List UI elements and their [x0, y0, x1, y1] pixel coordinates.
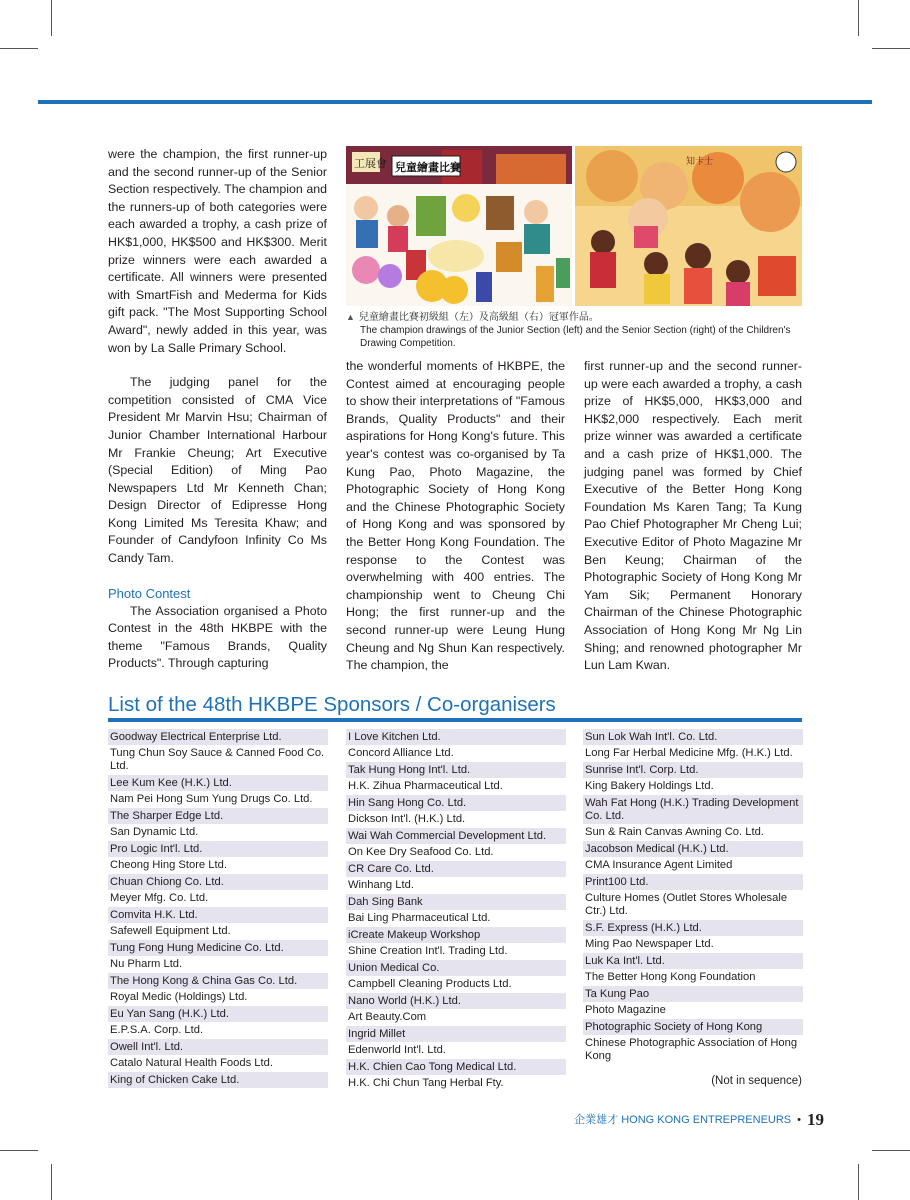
sponsor-item: Campbell Cleaning Products Ltd.	[348, 978, 512, 990]
sponsors-column-2	[346, 729, 566, 1092]
paragraph: were the champion, the first runner-up and the second runner-up of the Senior Section respectively. The champion and the runners-up of both categories were each awarded a trophy, a cash prize of HK$1,000, HK$500 and HK$300. Merit prize winners were each awarded a certificate. All winners were presented with SmartFish and Mederma for Kids gift pack. "The Most Supporting School Award", newly added in this year, was won by La Salle Primary School.	[108, 147, 327, 355]
crop-mark	[51, 0, 52, 36]
paragraph: the wonderful moments of HKBPE, the Contest aimed at encouraging people to show their interpretations of "Famous Brands, Quality Products" and their aspirations for Hong Kong's future. This year's contest was co-organised by Ta Kung Pao, Photo Magazine, the Photographic Society of Hong Kong and the Chinese Photographic Society of Hong Kong and was sponsored by the Better Hong Kong Foundation. The response to the Contest was overwhelming with 400 entries. The championship went to Cheung Chi Hong; the first runner-up and the second runner-up were Leung Hung Cheung and Ng Shun Kan respectively. The champion, the	[346, 359, 565, 673]
page-footer	[574, 1110, 824, 1130]
sponsor-item: E.P.S.A. Corp. Ltd.	[110, 1024, 204, 1036]
sponsor-item: The Better Hong Kong Foundation	[585, 971, 756, 983]
sponsor-item: Photographic Society of Hong Kong	[583, 1019, 803, 1035]
publication-name: 企業雄才 HONG KONG ENTREPRENEURS	[574, 1114, 792, 1126]
sponsor-item: H.K. Zihua Pharmaceutical Ltd.	[348, 780, 503, 792]
sponsor-item: Eu Yan Sang (H.K.) Ltd.	[108, 1006, 328, 1022]
sponsor-item: On Kee Dry Seafood Co. Ltd.	[348, 846, 494, 858]
sponsor-item: San Dynamic Ltd.	[110, 826, 199, 838]
sponsor-item: Nu Pharm Ltd.	[110, 958, 183, 970]
sponsor-item: Sunrise Int'l. Corp. Ltd.	[583, 762, 803, 778]
sponsor-item: Owell Int'l. Ltd.	[108, 1039, 328, 1055]
sponsor-item: Chuan Chiong Co. Ltd.	[108, 874, 328, 890]
drawing-sign-right: 知卡士	[686, 157, 714, 167]
sponsor-item: Nano World (H.K.) Ltd.	[346, 993, 566, 1009]
sponsor-item: Sun & Rain Canvas Awning Co. Ltd.	[585, 826, 764, 838]
sponsor-item: Tak Hung Hong Int'l. Ltd.	[346, 762, 566, 778]
drawing-sign-left: 工展會	[354, 157, 387, 170]
sponsor-item: Winhang Ltd.	[348, 879, 414, 891]
crop-mark	[872, 1150, 910, 1151]
sponsor-item: Catalo Natural Health Foods Ltd.	[110, 1057, 273, 1069]
sponsor-item: Bai Ling Pharmaceutical Ltd.	[348, 912, 491, 924]
sponsor-item: Photo Magazine	[585, 1004, 666, 1016]
sponsor-item: Ming Pao Newspaper Ltd.	[585, 938, 714, 950]
sponsor-item: CMA Insurance Agent Limited	[585, 859, 733, 871]
sponsor-item: The Sharper Edge Ltd.	[108, 808, 328, 824]
sponsor-item: King Bakery Holdings Ltd.	[585, 780, 714, 792]
sponsor-item: I Love Kitchen Ltd.	[346, 729, 566, 745]
sponsor-item: Dah Sing Bank	[346, 894, 566, 910]
drawing-sign-title: 兒童繪畫比賽	[395, 161, 461, 174]
sponsor-item: Chinese Photographic Association of Hong Kong	[585, 1037, 798, 1062]
paragraph: first runner-up and the second runner-up were each awarded a trophy, a cash prize of HK$5,000, HK$3,000 and HK$2,000 respectively. Each merit prize winner was awarded a certificate and a cash prize of HK$1,000. The judging panel was formed by Chief Executive of the Better Hong Kong Foundation Ms Karen Tang; Ta Kung Pao Chief Photographer Mr Cheng Lui; Executive Editor of Photo Magazine Mr Ben Keung; Chairman of the Photographic Society of Hong Kong Mr Yam Sik; Permanent Honorary Chairman of the Chinese Photographic Association of Hong Kong Mr Ng Lin Shing; and renowned photographer Mr Lun Lam Kwan.	[584, 359, 802, 673]
sponsor-item: Pro Logic Int'l. Ltd.	[108, 841, 328, 857]
section-heading: Photo Contest	[108, 585, 191, 601]
sponsor-item: The Hong Kong & China Gas Co. Ltd.	[108, 973, 328, 989]
sponsor-item: Union Medical Co.	[346, 960, 566, 976]
article-column-3	[584, 358, 802, 675]
sponsor-item: Jacobson Medical (H.K.) Ltd.	[583, 841, 803, 857]
article-column-1	[108, 146, 327, 673]
sponsor-item: Nam Pei Hong Sum Yung Drugs Co. Ltd.	[110, 793, 313, 805]
sponsors-title-rule	[108, 718, 802, 722]
sponsor-item: H.K. Chi Chun Tang Herbal Fty.	[348, 1077, 504, 1089]
sponsor-item: Lee Kum Kee (H.K.) Ltd.	[108, 775, 328, 791]
article-column-2	[346, 358, 565, 675]
sponsor-item: Dickson Int'l. (H.K.) Ltd.	[348, 813, 466, 825]
sponsor-item: Edenworld Int'l. Ltd.	[348, 1044, 446, 1056]
paragraph: The Association organised a Photo Contest in the 48th HKBPE with the theme "Famous Brands, Quality Products". Through capturing	[108, 603, 327, 671]
caption-triangle-icon: ▲	[346, 312, 355, 322]
drawings-photo	[346, 146, 802, 306]
sponsor-item: Concord Alliance Ltd.	[348, 747, 454, 759]
sponsor-item: Meyer Mfg. Co. Ltd.	[110, 892, 209, 904]
sponsor-item: Safewell Equipment Ltd.	[110, 925, 231, 937]
sponsor-item: Tung Fong Hung Medicine Co. Ltd.	[108, 940, 328, 956]
photo-caption	[346, 311, 806, 350]
sponsor-item: Ta Kung Pao	[583, 986, 803, 1002]
header-rule	[38, 100, 872, 104]
crop-mark	[51, 1164, 52, 1200]
sponsors-column-1	[108, 729, 328, 1089]
caption-chinese: 兒童繪畫比賽初級組（左）及高級組（右）冠軍作品。	[358, 312, 599, 323]
paragraph: The judging panel for the competition consisted of CMA Vice President Mr Marvin Hsu; Chairman of Junior Chamber International Harbour Mr Frankie Cheung; Art Executive (Special Edition) of Ming Pao Newspapers Ltd Mr Kenneth Chan; Design Director of Edipresse Hong Kong Limited Ms Teresita Khaw; and Founder of Candyfoon Infinity Co Ms Candy Tam.	[108, 375, 327, 566]
sponsor-item: Royal Medic (Holdings) Ltd.	[110, 991, 248, 1003]
footer-bullet: •	[797, 1114, 801, 1126]
sponsor-item: Ingrid Millet	[346, 1026, 566, 1042]
crop-mark	[858, 0, 859, 36]
sponsor-item: Tung Chun Soy Sauce & Canned Food Co. Ltd.	[110, 747, 325, 772]
sponsor-item: Wai Wah Commercial Development Ltd.	[346, 828, 566, 844]
sponsor-item: Wah Fat Hong (H.K.) Trading Development Co. Ltd.	[583, 795, 803, 824]
sponsor-item: Goodway Electrical Enterprise Ltd.	[108, 729, 328, 745]
crop-mark	[0, 1150, 38, 1151]
sponsor-item: Comvita H.K. Ltd.	[108, 907, 328, 923]
sponsor-item: Art Beauty.Com	[348, 1011, 427, 1023]
sponsor-item: Hin Sang Hong Co. Ltd.	[346, 795, 566, 811]
sequence-note: (Not in sequence)	[711, 1075, 802, 1087]
sponsor-item: Long Far Herbal Medicine Mfg. (H.K.) Ltd.	[585, 747, 793, 759]
sponsor-item: H.K. Chien Cao Tong Medical Ltd.	[346, 1059, 566, 1075]
sponsors-title: List of the 48th HKBPE Sponsors / Co-organisers	[108, 693, 556, 716]
sponsor-item: iCreate Makeup Workshop	[346, 927, 566, 943]
sponsor-item: Cheong Hing Store Ltd.	[110, 859, 227, 871]
sponsor-item: S.F. Express (H.K.) Ltd.	[583, 920, 803, 936]
sponsor-item: King of Chicken Cake Ltd.	[108, 1072, 328, 1088]
crop-mark	[0, 48, 38, 49]
crop-mark	[858, 1164, 859, 1200]
sponsors-column-3	[583, 729, 803, 1065]
crop-mark	[872, 48, 910, 49]
caption-english: The champion drawings of the Junior Section (left) and the Senior Section (right) of the Children's Drawing Competition.	[360, 325, 791, 349]
page-number: 19	[807, 1110, 824, 1129]
sponsor-item: Print100 Ltd.	[583, 874, 803, 890]
sponsor-item: CR Care Co. Ltd.	[346, 861, 566, 877]
sponsor-item: Culture Homes (Outlet Stores Wholesale Ctr.) Ltd.	[585, 892, 788, 917]
sponsor-item: Shine Creation Int'l. Trading Ltd.	[348, 945, 508, 957]
sponsor-item: Luk Ka Int'l. Ltd.	[583, 953, 803, 969]
sponsor-item: Sun Lok Wah Int'l. Co. Ltd.	[583, 729, 803, 745]
